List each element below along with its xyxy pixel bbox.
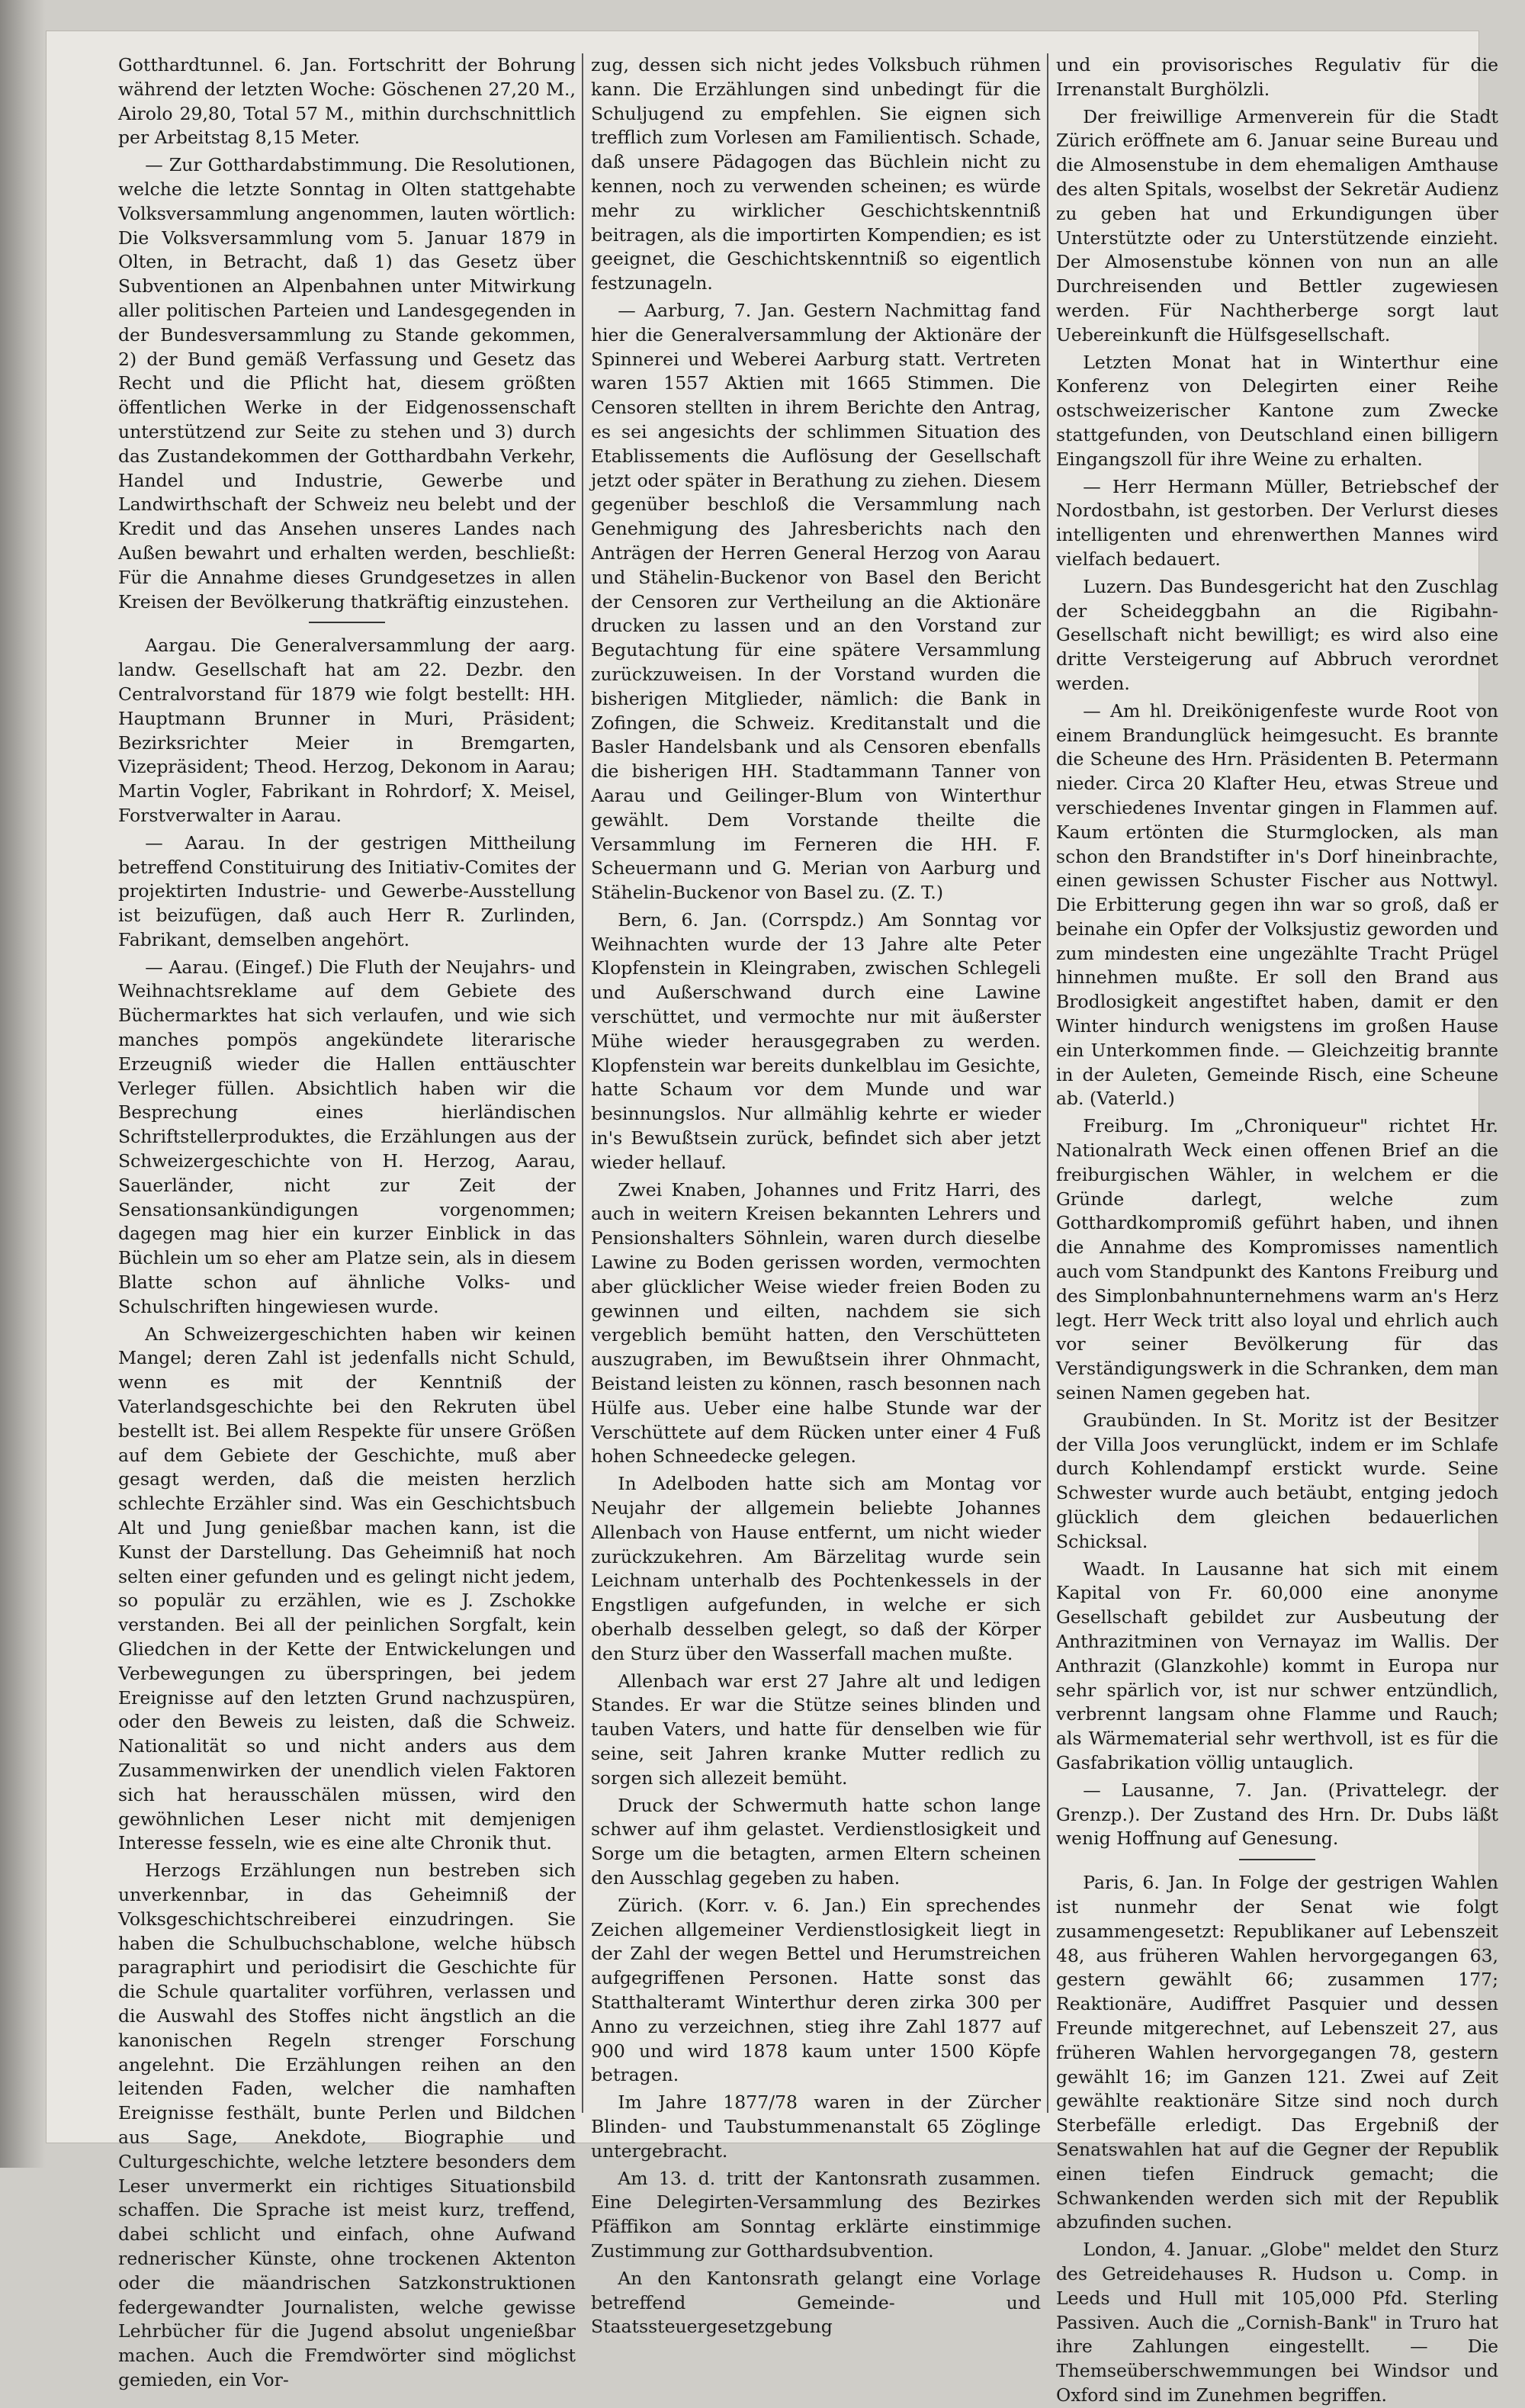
column-3	[1056, 53, 1498, 2406]
article-aarburg: — Aarburg, 7. Jan. Gestern Nachmittag fand hier die Generalversammlung der Aktionäre der Spinnerei und Weberei Aarburg statt. Vertreten waren 1557 Aktien mit 1665 Stimmen. Die Censoren stellten in ihrem Berichte den Antrag, es sei angesichts der schlimmen Situation des Etablissements die Auflösung der Gesellschaft jetzt oder später in Berathung zu ziehen. Diesem gegenüber beschloß die Versammlung nach Genehmigung des Jahresberichts nach den Anträgen der Herren General Herzog von Aarau und Stähelin-Buckenor von Basel den Bericht der Censoren zur Vertheilung an die Aktionäre drucken zu lassen und an den Vorstand zur Begutachtung für eine spätere Versammlung zurückzuweisen. In der Vorstand wurden die bisherigen Mitglieder, nämlich: die Bank in Zofingen, die Schweiz. Kreditanstalt und die Basler Handelsbank und als Censoren ebenfalls die bisherigen HH. Stadtammann Tanner von Aarau und Geilinger-Blum von Winterthur gewählt. Dem Vorstande theilte die Versammlung im Ferneren die HH. F. Scheuermann und G. Merian von Aarburg und Stähelin-Buckenor von Basel zu. (Z. T.)	[591, 299, 1041, 904]
article-gotthardtunnel: Gotthardtunnel. 6. Jan. Fortschritt der Bohrung während der letzten Woche: Göschenen 27,20 M., Airolo 29,80, Total 57 M., mithin durchschnittlich per Arbeitstag 8,15 Meter.	[118, 54, 576, 149]
article-freiburg: Freiburg. Im „Chroniqueur" richtet Hr. Nationalrath Weck einen offenen Brief an die freiburgischen Wähler, in welchem er die Gründe darlegt, welche zum Gotthardkompromiß geführt haben, und ihnen die Annahme des Kompromisses namentlich auch vom Standpunkt des Kantons Freiburg und des Simplonbahnunternehmens warm an's Herz legt. Herr Weck tritt also loyal und ehrlich auch vor seiner Bevölkerung für das Verständigungswerk in die Schranken, dem man seinen Namen gegeben hat.	[1056, 1115, 1498, 1404]
scan-edge	[0, 0, 46, 2168]
article-zuerich: Zürich. (Korr. v. 6. Jan.) Ein sprechendes Zeichen allgemeiner Verdienstlosigkeit liegt in der Zahl der wegen Bettel und Herumstreichen aufgegriffenen Personen. Hatte sonst das Statthalteramt Winterthur deren zirka 300 per Anno zu verzeichnen, stieg ihre Zahl 1877 auf 900 und wird 1878 kaum unter 1500 Köpfe betragen.	[591, 1894, 1041, 2086]
article-paragraph: Herzogs Erzählungen nun bestreben sich unverkennbar, in das Geheimniß der Volksgeschichtschreiberei einzudringen. Sie haben die Schulbuchschablone, welche hübsch paragraphirt und periodisirt die Geschichte für die Schule quartaliter vorführen, verlassen und die Auswahl des Stoffes nicht ängstlich an die kanonischen Regeln strenger Forschung angelehnt. Die Erzählungen reihen an den leitenden Faden, welcher die namhaften Ereignisse festhält, bunte Perlen und Bildchen aus Sage, Anekdote, Biographie und Culturgeschichte, welche letztere besonders dem Leser unvermerkt ein richtiges Situationsbild schaffen. Die Sprache ist meist kurz, treffend, dabei schlicht und einfach, ohne Aufwand rednerischer Künste, ohne trockenen Aktenton oder die mäandrischen Satzkonstruktionen federgewandter Journalisten, welche gewisse Lehrbücher für die Jugend absolut ungenießbar machen. Auch die Fremdwörter sind möglichst gemieden, ein Vor-	[118, 1860, 576, 2390]
article-paragraph: zug, dessen sich nicht jedes Volksbuch rühmen kann. Die Erzählungen sind unbedingt für die Schuljugend zu empfehlen. Sie eignen sich trefflich zum Vorlesen am Familientisch. Schade, daß unsere Pädagogen das Büchlein nicht zu kennen, noch zu verwenden scheinen; es würde mehr zu wirklicher Geschichtskenntniß beitragen, als die importirten Kompendien; es ist geeignet, die Geschichtskenntniß so eigentlich festzunageln.	[591, 54, 1041, 294]
article-paragraph: Druck der Schwermuth hatte schon lange schwer auf ihm gelastet. Verdienstlosigkeit und Sorge um die betagten, armen Eltern scheinen den Ausschlag gegeben zu haben.	[591, 1794, 1041, 1889]
article-paragraph: — Herr Hermann Müller, Betriebschef der Nordostbahn, ist gestorben. Der Verlurst dieses intelligenten und ehrenwerthen Mannes wird vielfach bedauert.	[1056, 475, 1498, 570]
article-luzern: Luzern. Das Bundesgericht hat den Zuschlag der Scheideggbahn an die Rigibahn-Gesellschaft nicht bewilligt; es wird also eine dritte Versteigerung auf Abbruch verordnet werden.	[1056, 575, 1498, 694]
article-lausanne: — Lausanne, 7. Jan. (Privattelegr. der Grenzp.). Der Zustand des Hrn. Dr. Dubs läßt wenig Hoffnung auf Genesung.	[1056, 1779, 1498, 1850]
article-paragraph: An den Kantonsrath gelangt eine Vorlage betreffend Gemeinde- und Staatssteuergesetzgebung	[591, 2267, 1041, 2338]
article-paragraph: Letzten Monat hat in Winterthur eine Konferenz von Delegirten einer Reihe ostschweizerischer Kantone zum Zwecke stattgefunden, von Deutschland einen billigern Eingangszoll für ihre Weine zu erhalten.	[1056, 351, 1498, 470]
column-2	[591, 53, 1041, 2338]
article-adelboden: In Adelboden hatte sich am Montag vor Neujahr der allgemein beliebte Johannes Allenbach von Hause entfernt, um nicht wieder zurückzukehren. Am Bärzelitag wurde sein Leichnam unterhalb des Pochtenkessels in der Engstligen aufgefunden, in welche er sich oberhalb desselben gelegt, so daß der Körper den Sturz über den Wasserfall machen mußte.	[591, 1473, 1041, 1664]
article-paragraph: Zwei Knaben, Johannes und Fritz Harri, des auch in weitern Kreisen bekannten Lehrers und Pensionshalters Söhnlein, waren durch dieselbe Lawine zu Boden gerissen worden, vermochten aber glücklicher Weise wieder freien Boden zu gewinnen und eilten, nachdem sie sich vergeblich bemüht hatten, den Verschütteten auszugraben, im Bewußtsein ihrer Ohnmacht, Beistand leisten zu können, rasch besonnen nach Hülfe aus. Ueber eine halbe Stunde war der Verschüttete auf dem Rücken unter einer 4 Fuß hohen Schneedecke gelegen.	[591, 1178, 1041, 1468]
article-root-brand: — Am hl. Dreikönigenfeste wurde Root von einem Brandunglück heimgesucht. Es brannte die Scheune des Hrn. Präsidenten B. Petermann nieder. Circa 20 Klafter Heu, etwas Streue und verschiedenes Inventar gingen in Flammen auf. Kaum ertönten die Sturmglocken, als man schon den Brandstifter in's Dorf hineinbrachte, einen gewissen Schuster Fischer aus Nottwyl. Die Erbitterung gegen ihn war so groß, daß er beinahe ein Opfer der Volksjustiz geworden und zum mindesten eine ungezählte Tracht Prügel hinnehmen mußte. Er soll den Brand aus Brodlosigkeit angestiftet haben, damit er den Winter hindurch wenigstens im großen Hause ein Unterkommen finde. — Gleichzeitig brannte in der Auleten, Gemeinde Risch, eine Scheune ab. (Vaterld.)	[1056, 699, 1498, 1110]
article-paragraph: Am 13. d. tritt der Kantonsrath zusammen. Eine Delegirten-Versammlung des Bezirkes Pfäffikon am Sonntag erklärte einstimmige Zustimmung zur Gotthardsubvention.	[591, 2167, 1041, 2262]
article-aarau-1: — Aarau. In der gestrigen Mittheilung betreffend Constituirung des Initiativ-Comites der projektirten Industrie- und Gewerbe-Ausstellung ist beizufügen, daß auch Herr R. Zurlinden, Fabrikant, demselben angehört.	[118, 831, 576, 950]
article-graubuenden: Graubünden. In St. Moritz ist der Besitzer der Villa Joos verunglückt, indem er im Schlafe durch Kohlendampf erstickt wurde. Seine Schwester wurde auch betäubt, entging jedoch glücklich dem gleichen bedauerlichen Schicksal.	[1056, 1409, 1498, 1552]
column-rule	[1047, 53, 1048, 2113]
article-paragraph: Allenbach war erst 27 Jahre alt und ledigen Standes. Er war die Stütze seines blinden und tauben Vaters, und hatte für denselben wie für seine, seit Jahren kranke Mutter redlich zu sorgen sich allezeit bemüht.	[591, 1670, 1041, 1789]
column-1	[118, 53, 576, 2390]
article-paragraph: und ein provisorisches Regulativ für die Irrenanstalt Burghölzli.	[1056, 54, 1498, 100]
article-paragraph: Im Jahre 1877/78 waren in der Zürcher Blinden- und Taubstummenanstalt 65 Zöglinge untergebracht.	[591, 2091, 1041, 2162]
article-paris: Paris, 6. Jan. In Folge der gestrigen Wahlen ist nunmehr der Senat wie folgt zusammengesetzt: Republikaner auf Lebenszeit 48, aus früheren Wahlen hervorgegangen 63, gestern gewählt 66; zusammen 177; Reaktionäre, Audiffret Pasquier und dessen Freunde mitgerechnet, auf Lebenszeit 27, aus früheren Wahlen hervorgegangen 78, gestern gewählt 16; im Ganzen 121. Zwei auf Zeit gewählte reaktionäre Sitze sind noch durch Sterbefälle erledigt. Das Ergebniß der Senatswahlen hat auf die Gegner der Republik einen tiefen Eindruck gemacht; die Schwankenden werden sich mit der Republik abzufinden suchen.	[1056, 1872, 1498, 2233]
article-aarau-2: — Aarau. (Eingef.) Die Fluth der Neujahrs- und Weihnachtsreklame auf dem Gebiete des Büchermarktes hat sich verlaufen, und wie sich manches pompös angekündete literarische Erzeugniß wieder die Hallen enttäuschter Verleger füllen. Absichtlich haben wir die Besprechung eines hierländischen Schriftstellerproduktes, die Erzählungen aus der Schweizergeschichte von H. Herzog, Aarau, Sauerländer, nicht zur Zeit der Sensationsankündigungen vorgenommen; dagegen mag hier ein kurzer Einblick in das Büchlein um so eher am Platze sein, als in diesem Blatte schon auf ähnliche Volks- und Schulschriften hingewiesen wurde.	[118, 956, 576, 1317]
article-waadt: Waadt. In Lausanne hat sich mit einem Kapital von Fr. 60,000 eine anonyme Gesellschaft gebildet zur Ausbeutung der Anthrazitminen von Vernayaz im Wallis. Der Anthrazit (Glanzkohle) kommt in Europa nur sehr spärlich vor, ist nur schwer entzündlich, verbrennt langsam ohne Flamme und Rauch; als Wärmematerial sehr werthvoll, ist es für die Gasfabrikation völlig untauglich.	[1056, 1558, 1498, 1773]
separator-rule	[1239, 1859, 1315, 1860]
article-gotthardabstimmung: — Zur Gotthardabstimmung. Die Resolutionen, welche die letzte Sonntag in Olten stattgehabte Volksversammlung angenommen, lauten wörtlich: Die Volksversammlung vom 5. Januar 1879 in Olten, in Betracht, daß 1) das Gesetz über Subventionen an Alpenbahnen unter Mitwirkung aller politischen Parteien und Landesgegenden in der Bundesversammlung zu Stande gekommen, 2) der Bund gemäß Verfassung und Gesetz das Recht und die Pflicht hat, diesem größten öffentlichen Werke in der Eidgenossenschaft unterstützend zur Seite zu stehen und 3) durch das Zustandekommen der Gotthardbahn Verkehr, Handel und Industrie, Gewerbe und Landwirthschaft der Schweiz neu belebt und der Kredit und das Ansehen unseres Landes nach Außen bewahrt und erhalten werden, beschließt: Für die Annahme dieses Grundgesetzes in allen Kreisen der Bevölkerung thatkräftig einzustehen.	[118, 154, 576, 612]
article-bern: Bern, 6. Jan. (Corrspdz.) Am Sonntag vor Weihnachten wurde der 13 Jahre alte Peter Klopfenstein in Kleingraben, zwischen Schlegeli und Außerschwand durch eine Lawine verschüttet, und vermochte nur mit äußerster Mühe wieder herausgegraben zu werden. Klopfenstein war bereits dunkelblau im Gesichte, hatte Schaum vor dem Munde und war besinnungslos. Nur allmählig kehrte er wieder in's Bewußtsein zurück, befindet sich aber jetzt wieder hellauf.	[591, 908, 1041, 1173]
article-paragraph: An Schweizergeschichten haben wir keinen Mangel; deren Zahl ist jedenfalls nicht Schuld, wenn es mit der Kenntniß der Vaterlandsgeschichte bei den Rekruten übel bestellt ist. Bei allem Respekte für unsere Größen auf dem Gebiete der Geschichte, muß aber gesagt werden, daß die meisten herzlich schlechte Erzähler sind. Was ein Geschichtsbuch Alt und Jung genießbar machen kann, ist die Kunst der Darstellung. Das Geheimniß hat noch selten einer gefunden und es gelingt nicht jedem, so populär zu erzählen, wie es J. Zschokke verstanden. Bei all der peinlichen Sorgfalt, kein Gliedchen in der Kette der Entwickelungen und Verbewegungen zu überspringen, bei jedem Ereignisse auf den letzten Grund nachzuspüren, oder den Beweis zu leisten, daß die Schweiz. Nationalität so und nicht anders aus dem Zusammenwirken der unendlich vielen Faktoren sich hat herausschälen müssen, wird den gewöhnlichen Leser nicht mit demjenigen Interesse fesseln, wie es eine alte Chronik thut.	[118, 1323, 576, 1854]
article-aargau: Aargau. Die Generalversammlung der aarg. landw. Gesellschaft hat am 22. Dezbr. den Centralvorstand für 1879 wie folgt bestellt: HH. Hauptmann Brunner in Muri, Präsident; Bezirksrichter Meier in Bremgarten, Vizepräsident; Theod. Herzog, Dekonom in Aarau; Martin Vogler, Fabrikant in Rohrdorf; X. Meisel, Forstverwalter in Aarau.	[118, 635, 576, 826]
column-rule	[582, 53, 583, 2113]
article-armenverein: Der freiwillige Armenverein für die Stadt Zürich eröffnete am 6. Januar seine Bureau und die Almosenstube in dem ehemaligen Amthause des alten Spitals, woselbst der Sekretär Audienz zu geben hat und Erkundigungen über Unterstützte oder zu Unterstützende einzieht. Der Almosenstube können von nun an alle Durchreisenden und Bettler zugewiesen werden. Für Nachtherberge sorgt laut Uebereinkunft die Hülfsgesellschaft.	[1056, 105, 1498, 346]
separator-rule	[309, 622, 385, 623]
article-london: London, 4. Januar. „Globe" meldet den Sturz des Getreidehauses R. Hudson u. Comp. in Leeds und Hull mit 105,000 Pfd. Sterling Passiven. Auch die „Cornish-Bank" in Truro hat ihre Zahlungen eingestellt. — Die Themseüberschwemmungen bei Windsor und Oxford sind im Zunehmen begriffen.	[1056, 2239, 1498, 2406]
